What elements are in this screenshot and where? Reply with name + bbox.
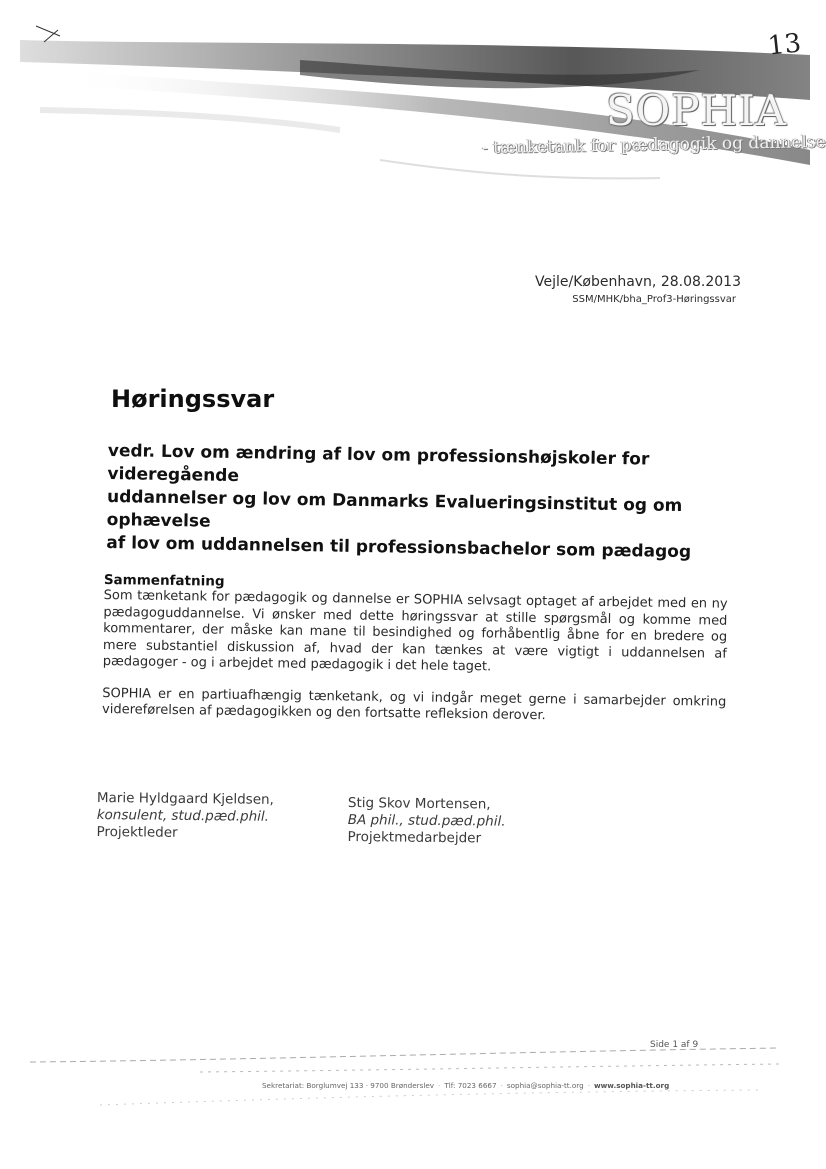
document-subject bbox=[106, 440, 736, 565]
summary-heading: Sammenfatning bbox=[103, 572, 225, 590]
signer-name: Stig Skov Mortensen, bbox=[347, 795, 491, 813]
signer-name: Marie Hyldgaard Kjeldsen, bbox=[96, 790, 274, 808]
footer-rule bbox=[0, 1030, 826, 1110]
sophia-logo: SOPHIA bbox=[606, 86, 788, 135]
subject-line: uddannelser og lov om Danmarks Evalueringsinstitut og om ophævelse bbox=[106, 486, 683, 532]
dateline: Vejle/København, 28.08.2013 bbox=[534, 274, 741, 290]
footer-email: sophia@sophia-tt.org bbox=[506, 1081, 584, 1090]
page-number: Side 1 af 9 bbox=[650, 1040, 699, 1050]
subject-line: af lov om uddannelsen til professionsbachelor som pædagog bbox=[106, 532, 692, 563]
footer-contact: Sekretariat: Borglumvej 133 · 9700 Brønderslev · Tlf: 7023 6667 · sophia@sophia-tt.org · www.sophia-tt.org bbox=[262, 1081, 670, 1090]
summary-paragraph: SOPHIA er en partiuafhængig tænketank, og vi indgår meget gerne i samarbejder omkring videreførelsen af pædagogikken og den fortsatte refleksion derover. bbox=[101, 685, 727, 724]
footer-phone: Tlf: 7023 6667 bbox=[444, 1081, 497, 1090]
reference-code: SSM/MHK/bha_Prof3-Høringssvar bbox=[572, 294, 736, 305]
logo-tagline: - tænketank for pædagogik og dannelse bbox=[481, 132, 826, 158]
summary-section bbox=[102, 572, 728, 727]
signer-role: Projektmedarbejder bbox=[347, 828, 482, 847]
document-title: Høringssvar bbox=[111, 385, 275, 413]
summary-paragraph: Som tænketank for pædagogik og dannelse er SOPHIA selvsagt optaget af arbejdet med en ny pædagoguddannelse. Vi ønsker med dette høringssvar at stille spørgsmål og komme med kommentarer, der måske kan mane til besindighed og forhåbentlig åbne for en bredere og mere substantiel diskussion af, hvad der kan tænkes at være vigtigt i uddannelsen af pædagoger - og i arbejdet med pædagogik i det hele taget. bbox=[102, 587, 728, 675]
signature-block bbox=[347, 795, 505, 848]
handwritten-page-mark: 13 bbox=[766, 28, 803, 62]
signer-role: Projektleder bbox=[96, 823, 178, 841]
signature-block bbox=[96, 790, 274, 843]
footer-address: Sekretariat: Borglumvej 133 · 9700 Brønderslev bbox=[262, 1081, 435, 1090]
footer-website: www.sophia-tt.org bbox=[594, 1081, 670, 1090]
signer-credentials: BA phil., stud.pæd.phil. bbox=[347, 811, 506, 830]
signer-credentials: konsulent, stud.pæd.phil. bbox=[96, 806, 270, 825]
subject-line: vedr. Lov om ændring af lov om professionshøjskoler for videregående bbox=[107, 440, 650, 487]
